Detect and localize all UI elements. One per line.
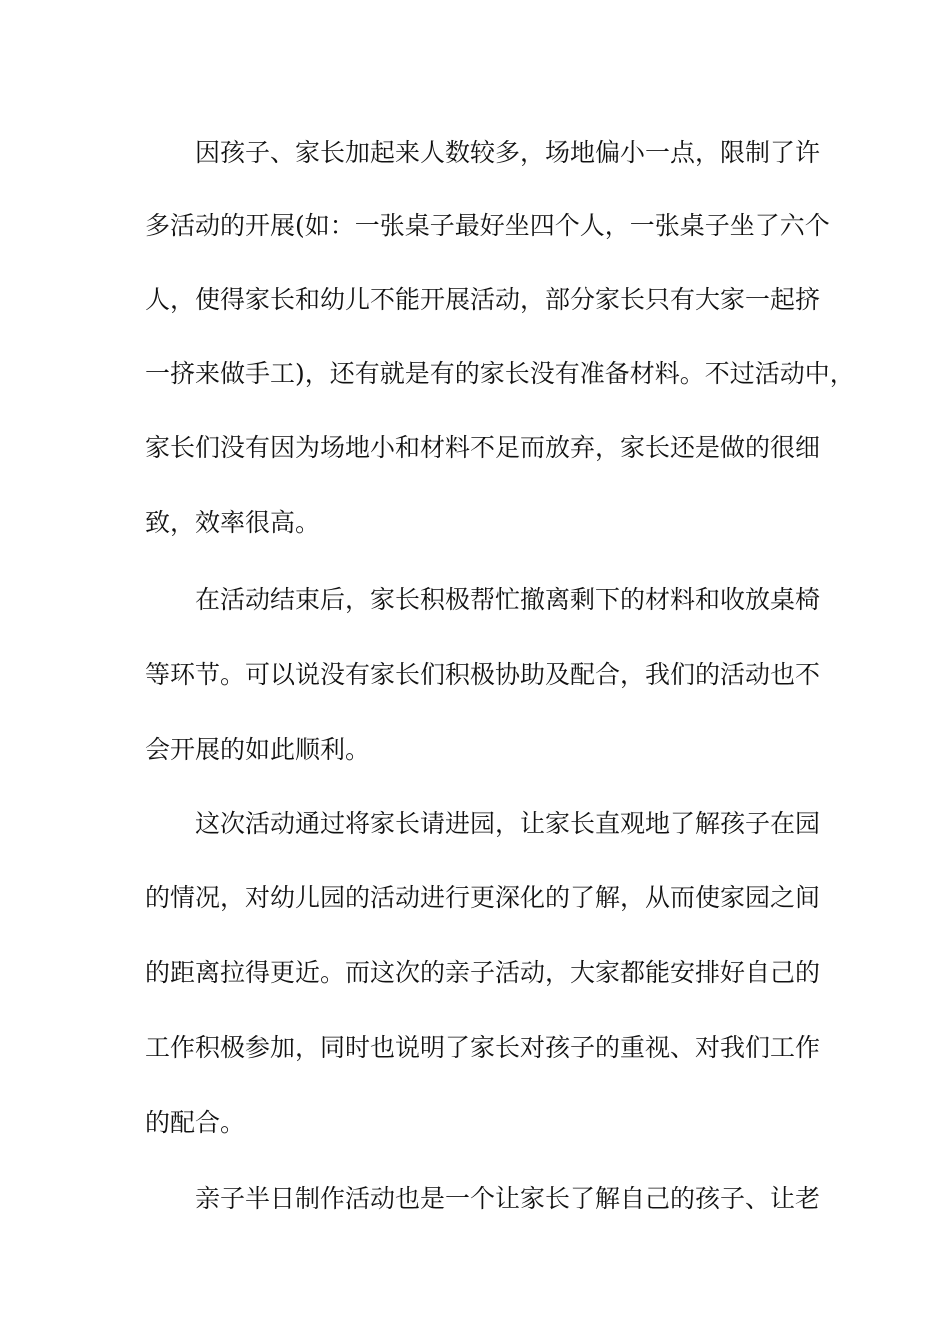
paragraph-1-line-6: 致，效率很高。 <box>145 508 321 537</box>
paragraph-2-line-3: 会开展的如此顺利。 <box>145 735 371 764</box>
paragraph-2-line-1: 在活动结束后，家长积极帮忙撤离剩下的材料和收放桌椅 <box>195 585 821 614</box>
paragraph-1-line-3: 人，使得家长和幼儿不能开展活动，部分家长只有大家一起挤 <box>145 285 821 314</box>
paragraph-2-line-2: 等环节。可以说没有家长们积极协助及配合，我们的活动也不 <box>145 660 821 689</box>
paragraph-1-line-4: 一挤来做手工)，还有就是有的家长没有准备材料。不过活动中， <box>145 359 855 388</box>
paragraph-3-line-1: 这次活动通过将家长请进园，让家长直观地了解孩子在园 <box>195 809 821 838</box>
paragraph-3-line-2: 的情况，对幼儿园的活动进行更深化的了解，从而使家园之间 <box>145 883 821 912</box>
paragraph-1-line-5: 家长们没有因为场地小和材料不足而放弃，家长还是做的很细 <box>145 433 821 462</box>
paragraph-3-line-3: 的距离拉得更近。而这次的亲子活动，大家都能安排好自己的 <box>145 958 821 987</box>
paragraph-1-line-1: 因孩子、家长加起来人数较多，场地偏小一点，限制了许 <box>195 138 821 167</box>
paragraph-3-line-5: 的配合。 <box>145 1108 246 1137</box>
paragraph-3-line-4: 工作积极参加，同时也说明了家长对孩子的重视、对我们工作 <box>145 1033 821 1062</box>
paragraph-4-line-1: 亲子半日制作活动也是一个让家长了解自己的孩子、让老 <box>195 1184 821 1213</box>
paragraph-1-line-2: 多活动的开展(如：一张桌子最好坐四个人，一张桌子坐了六个 <box>145 211 830 240</box>
